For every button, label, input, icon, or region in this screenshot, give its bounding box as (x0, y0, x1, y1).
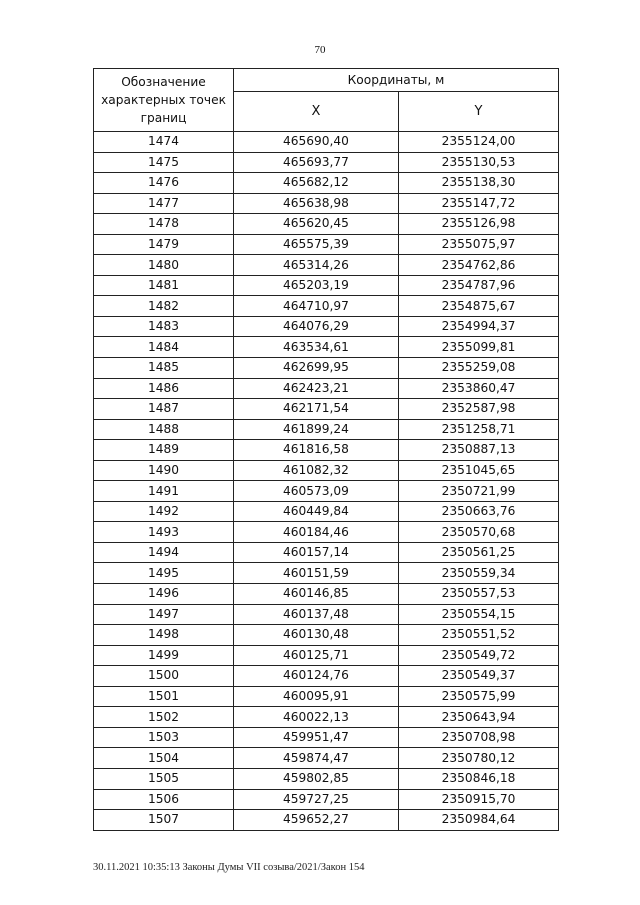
y-coordinate-cell: 2354994,37 (399, 316, 559, 337)
point-cell: 1498 (94, 625, 234, 646)
x-coordinate-cell: 465620,45 (234, 214, 399, 235)
y-coordinate-cell: 2350561,25 (399, 542, 559, 563)
x-coordinate-cell: 465682,12 (234, 173, 399, 194)
table-row (94, 316, 559, 337)
x-coordinate-cell: 459727,25 (234, 789, 399, 810)
y-coordinate-cell: 2350887,13 (399, 440, 559, 461)
table-row (94, 214, 559, 235)
point-cell: 1489 (94, 440, 234, 461)
point-cell: 1506 (94, 789, 234, 810)
table-row (94, 234, 559, 255)
table-row (94, 625, 559, 646)
table-row (94, 152, 559, 173)
y-coordinate-cell: 2350984,64 (399, 810, 559, 831)
x-coordinate-cell: 461816,58 (234, 440, 399, 461)
table-row (94, 686, 559, 707)
y-coordinate-cell: 2355124,00 (399, 132, 559, 153)
table-row (94, 358, 559, 379)
x-coordinate-cell: 460022,13 (234, 707, 399, 728)
table-row (94, 768, 559, 789)
point-cell: 1475 (94, 152, 234, 173)
y-coordinate-cell: 2355147,72 (399, 193, 559, 214)
y-coordinate-cell: 2350549,37 (399, 666, 559, 687)
point-cell: 1476 (94, 173, 234, 194)
y-coordinate-cell: 2350643,94 (399, 707, 559, 728)
y-coordinate-cell: 2350846,18 (399, 768, 559, 789)
point-cell: 1502 (94, 707, 234, 728)
page-number: 70 (314, 44, 326, 56)
y-coordinate-cell: 2354875,67 (399, 296, 559, 317)
point-cell: 1479 (94, 234, 234, 255)
point-cell: 1492 (94, 501, 234, 522)
point-cell: 1497 (94, 604, 234, 625)
table-row (94, 645, 559, 666)
x-coordinate-cell: 459652,27 (234, 810, 399, 831)
x-coordinate-cell: 460157,14 (234, 542, 399, 563)
designation-header: Обозначение характерных точек границ (94, 69, 234, 132)
table-row (94, 296, 559, 317)
table-row (94, 173, 559, 194)
x-coordinate-cell: 462171,54 (234, 399, 399, 420)
y-column-header: Y (399, 91, 559, 131)
table-row (94, 132, 559, 153)
x-coordinate-cell: 462423,21 (234, 378, 399, 399)
y-coordinate-cell: 2350780,12 (399, 748, 559, 769)
y-coordinate-cell: 2355075,97 (399, 234, 559, 255)
point-cell: 1491 (94, 481, 234, 502)
point-cell: 1490 (94, 460, 234, 481)
table-row (94, 748, 559, 769)
coordinates-header: Координаты, м (234, 69, 559, 92)
x-coordinate-cell: 460449,84 (234, 501, 399, 522)
y-coordinate-cell: 2350721,99 (399, 481, 559, 502)
y-coordinate-cell: 2350557,53 (399, 584, 559, 605)
table-row (94, 460, 559, 481)
point-cell: 1487 (94, 399, 234, 420)
x-coordinate-cell: 460573,09 (234, 481, 399, 502)
coordinates-table (93, 68, 559, 831)
point-cell: 1504 (94, 748, 234, 769)
x-coordinate-cell: 459951,47 (234, 727, 399, 748)
table-row (94, 584, 559, 605)
y-coordinate-cell: 2354762,86 (399, 255, 559, 276)
table-row (94, 337, 559, 358)
x-coordinate-cell: 460125,71 (234, 645, 399, 666)
y-coordinate-cell: 2350575,99 (399, 686, 559, 707)
table-row (94, 789, 559, 810)
x-coordinate-cell: 460151,59 (234, 563, 399, 584)
y-coordinate-cell: 2350554,15 (399, 604, 559, 625)
point-cell: 1507 (94, 810, 234, 831)
y-coordinate-cell: 2353860,47 (399, 378, 559, 399)
point-cell: 1484 (94, 337, 234, 358)
table-body (94, 132, 559, 831)
y-coordinate-cell: 2355126,98 (399, 214, 559, 235)
point-cell: 1495 (94, 563, 234, 584)
table-row (94, 563, 559, 584)
table-row (94, 727, 559, 748)
table-row (94, 522, 559, 543)
table-header-row (94, 69, 559, 92)
point-cell: 1488 (94, 419, 234, 440)
point-cell: 1480 (94, 255, 234, 276)
y-coordinate-cell: 2355099,81 (399, 337, 559, 358)
x-coordinate-cell: 460095,91 (234, 686, 399, 707)
table-row (94, 378, 559, 399)
x-coordinate-cell: 465638,98 (234, 193, 399, 214)
point-cell: 1478 (94, 214, 234, 235)
point-cell: 1485 (94, 358, 234, 379)
table-row (94, 275, 559, 296)
x-coordinate-cell: 465690,40 (234, 132, 399, 153)
x-coordinate-cell: 460137,48 (234, 604, 399, 625)
table-row (94, 481, 559, 502)
table-row (94, 255, 559, 276)
x-coordinate-cell: 459874,47 (234, 748, 399, 769)
point-cell: 1482 (94, 296, 234, 317)
x-coordinate-cell: 463534,61 (234, 337, 399, 358)
point-cell: 1481 (94, 275, 234, 296)
point-cell: 1493 (94, 522, 234, 543)
point-cell: 1500 (94, 666, 234, 687)
y-coordinate-cell: 2355138,30 (399, 173, 559, 194)
table-row (94, 707, 559, 728)
point-cell: 1474 (94, 132, 234, 153)
y-coordinate-cell: 2350708,98 (399, 727, 559, 748)
table-row (94, 501, 559, 522)
y-coordinate-cell: 2355130,53 (399, 152, 559, 173)
y-coordinate-cell: 2350549,72 (399, 645, 559, 666)
table-row (94, 440, 559, 461)
point-cell: 1505 (94, 768, 234, 789)
x-coordinate-cell: 460130,48 (234, 625, 399, 646)
y-coordinate-cell: 2350915,70 (399, 789, 559, 810)
x-coordinate-cell: 465693,77 (234, 152, 399, 173)
table-row (94, 666, 559, 687)
y-coordinate-cell: 2350551,52 (399, 625, 559, 646)
footer-stamp: 30.11.2021 10:35:13 Законы Думы VII созыва/2021/Закон 154 (93, 862, 365, 873)
table-row (94, 542, 559, 563)
point-cell: 1501 (94, 686, 234, 707)
y-coordinate-cell: 2350663,76 (399, 501, 559, 522)
point-cell: 1486 (94, 378, 234, 399)
x-coordinate-cell: 465314,26 (234, 255, 399, 276)
point-cell: 1494 (94, 542, 234, 563)
x-coordinate-cell: 461899,24 (234, 419, 399, 440)
table-row (94, 193, 559, 214)
x-coordinate-cell: 462699,95 (234, 358, 399, 379)
x-coordinate-cell: 460184,46 (234, 522, 399, 543)
table-row (94, 399, 559, 420)
y-coordinate-cell: 2352587,98 (399, 399, 559, 420)
y-coordinate-cell: 2350559,34 (399, 563, 559, 584)
y-coordinate-cell: 2355259,08 (399, 358, 559, 379)
x-coordinate-cell: 464710,97 (234, 296, 399, 317)
x-coordinate-cell: 460146,85 (234, 584, 399, 605)
x-coordinate-cell: 459802,85 (234, 768, 399, 789)
x-coordinate-cell: 465203,19 (234, 275, 399, 296)
table-row (94, 419, 559, 440)
y-coordinate-cell: 2351045,65 (399, 460, 559, 481)
table-row (94, 604, 559, 625)
point-cell: 1496 (94, 584, 234, 605)
y-coordinate-cell: 2351258,71 (399, 419, 559, 440)
table-row (94, 810, 559, 831)
point-cell: 1503 (94, 727, 234, 748)
point-cell: 1483 (94, 316, 234, 337)
x-column-header: X (234, 91, 399, 131)
x-coordinate-cell: 461082,32 (234, 460, 399, 481)
x-coordinate-cell: 464076,29 (234, 316, 399, 337)
point-cell: 1477 (94, 193, 234, 214)
x-coordinate-cell: 465575,39 (234, 234, 399, 255)
y-coordinate-cell: 2354787,96 (399, 275, 559, 296)
point-cell: 1499 (94, 645, 234, 666)
y-coordinate-cell: 2350570,68 (399, 522, 559, 543)
x-coordinate-cell: 460124,76 (234, 666, 399, 687)
